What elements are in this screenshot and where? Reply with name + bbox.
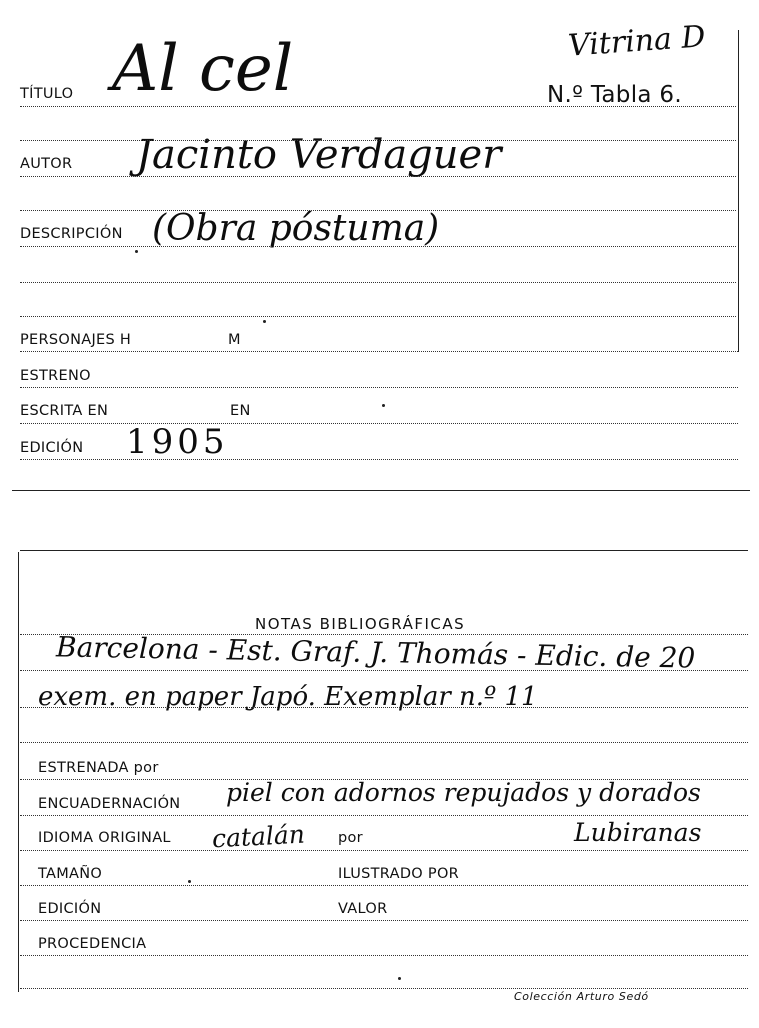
scan-speck <box>382 404 385 407</box>
rule-tamano <box>20 885 748 886</box>
rule-last <box>20 988 748 989</box>
estreno-label: ESTRENO <box>20 368 91 384</box>
titulo-value: Al cel <box>112 32 294 106</box>
rule-autor-top <box>20 140 736 141</box>
rule-edicion2 <box>20 920 748 921</box>
autor-value: Jacinto Verdaguer <box>136 132 502 178</box>
rule-edicion <box>20 459 738 460</box>
escrita-en-label: ESCRITA EN <box>20 403 109 419</box>
rule-procedencia <box>20 955 748 956</box>
rule-notes-2 <box>20 707 748 708</box>
idioma-label: IDIOMA ORIGINAL <box>38 830 171 846</box>
rule-notes-3 <box>20 742 748 743</box>
autor-label: AUTOR <box>20 156 73 172</box>
estrenada-label: ESTRENADA por <box>38 760 159 776</box>
scan-speck <box>263 320 266 323</box>
valor-label: VALOR <box>338 901 388 917</box>
edicion2-label: EDICIÓN <box>38 901 102 917</box>
rule-blank-2 <box>20 316 736 317</box>
idioma-value: catalán <box>211 819 306 854</box>
notes-line-1: Barcelona - Est. Graf. J. Thomás - Edic. de 20 <box>55 630 696 675</box>
personajes-m-label: M <box>228 332 241 348</box>
card-right-border <box>738 30 739 352</box>
card-top-edge <box>20 550 748 551</box>
rule-personajes <box>20 351 738 352</box>
notes-line-2: exem. en paper Japó. Exemplar n.º 11 <box>38 682 538 712</box>
rule-titulo <box>20 106 736 107</box>
encuadernacion-label: ENCUADERNACIÓN <box>38 796 181 812</box>
vitrina-note: Vitrina D <box>566 19 707 64</box>
escrita-en2-label: EN <box>230 403 251 419</box>
rule-desc-top <box>20 210 736 211</box>
ilustrado-label: ILUSTRADO POR <box>338 866 460 882</box>
rule-autor <box>20 176 736 177</box>
titulo-label: TÍTULO <box>20 86 74 102</box>
scan-speck <box>398 977 401 980</box>
idioma-por-value: Lubiranas <box>574 818 702 847</box>
procedencia-label: PROCEDENCIA <box>38 936 147 952</box>
scan-speck <box>135 250 138 253</box>
card-left-border <box>18 552 19 992</box>
tabla-label: N.º Tabla 6. <box>547 82 682 108</box>
rule-idioma <box>20 850 748 851</box>
card-bottom-edge <box>12 490 750 491</box>
descripcion-value: (Obra póstuma) <box>152 208 440 249</box>
rule-blank-1 <box>20 282 736 283</box>
edicion-value: 1905 <box>126 422 229 462</box>
edicion-label: EDICIÓN <box>20 440 84 456</box>
scan-speck <box>188 880 191 883</box>
personajes-h-label: PERSONAJES H <box>20 332 132 348</box>
encuadernacion-value: piel con adornos repujados y dorados <box>226 778 701 807</box>
rule-encuadernacion <box>20 815 748 816</box>
rule-notes-1 <box>20 670 748 671</box>
coleccion-footer: Colección Arturo Sedó <box>514 990 649 1003</box>
tamano-label: TAMAÑO <box>38 866 103 882</box>
idioma-por-label: por <box>338 830 363 846</box>
notas-heading: NOTAS BIBLIOGRÁFICAS <box>255 615 466 633</box>
rule-descripcion <box>20 246 736 247</box>
rule-estreno <box>20 387 738 388</box>
descripcion-label: DESCRIPCIÓN <box>20 226 123 242</box>
